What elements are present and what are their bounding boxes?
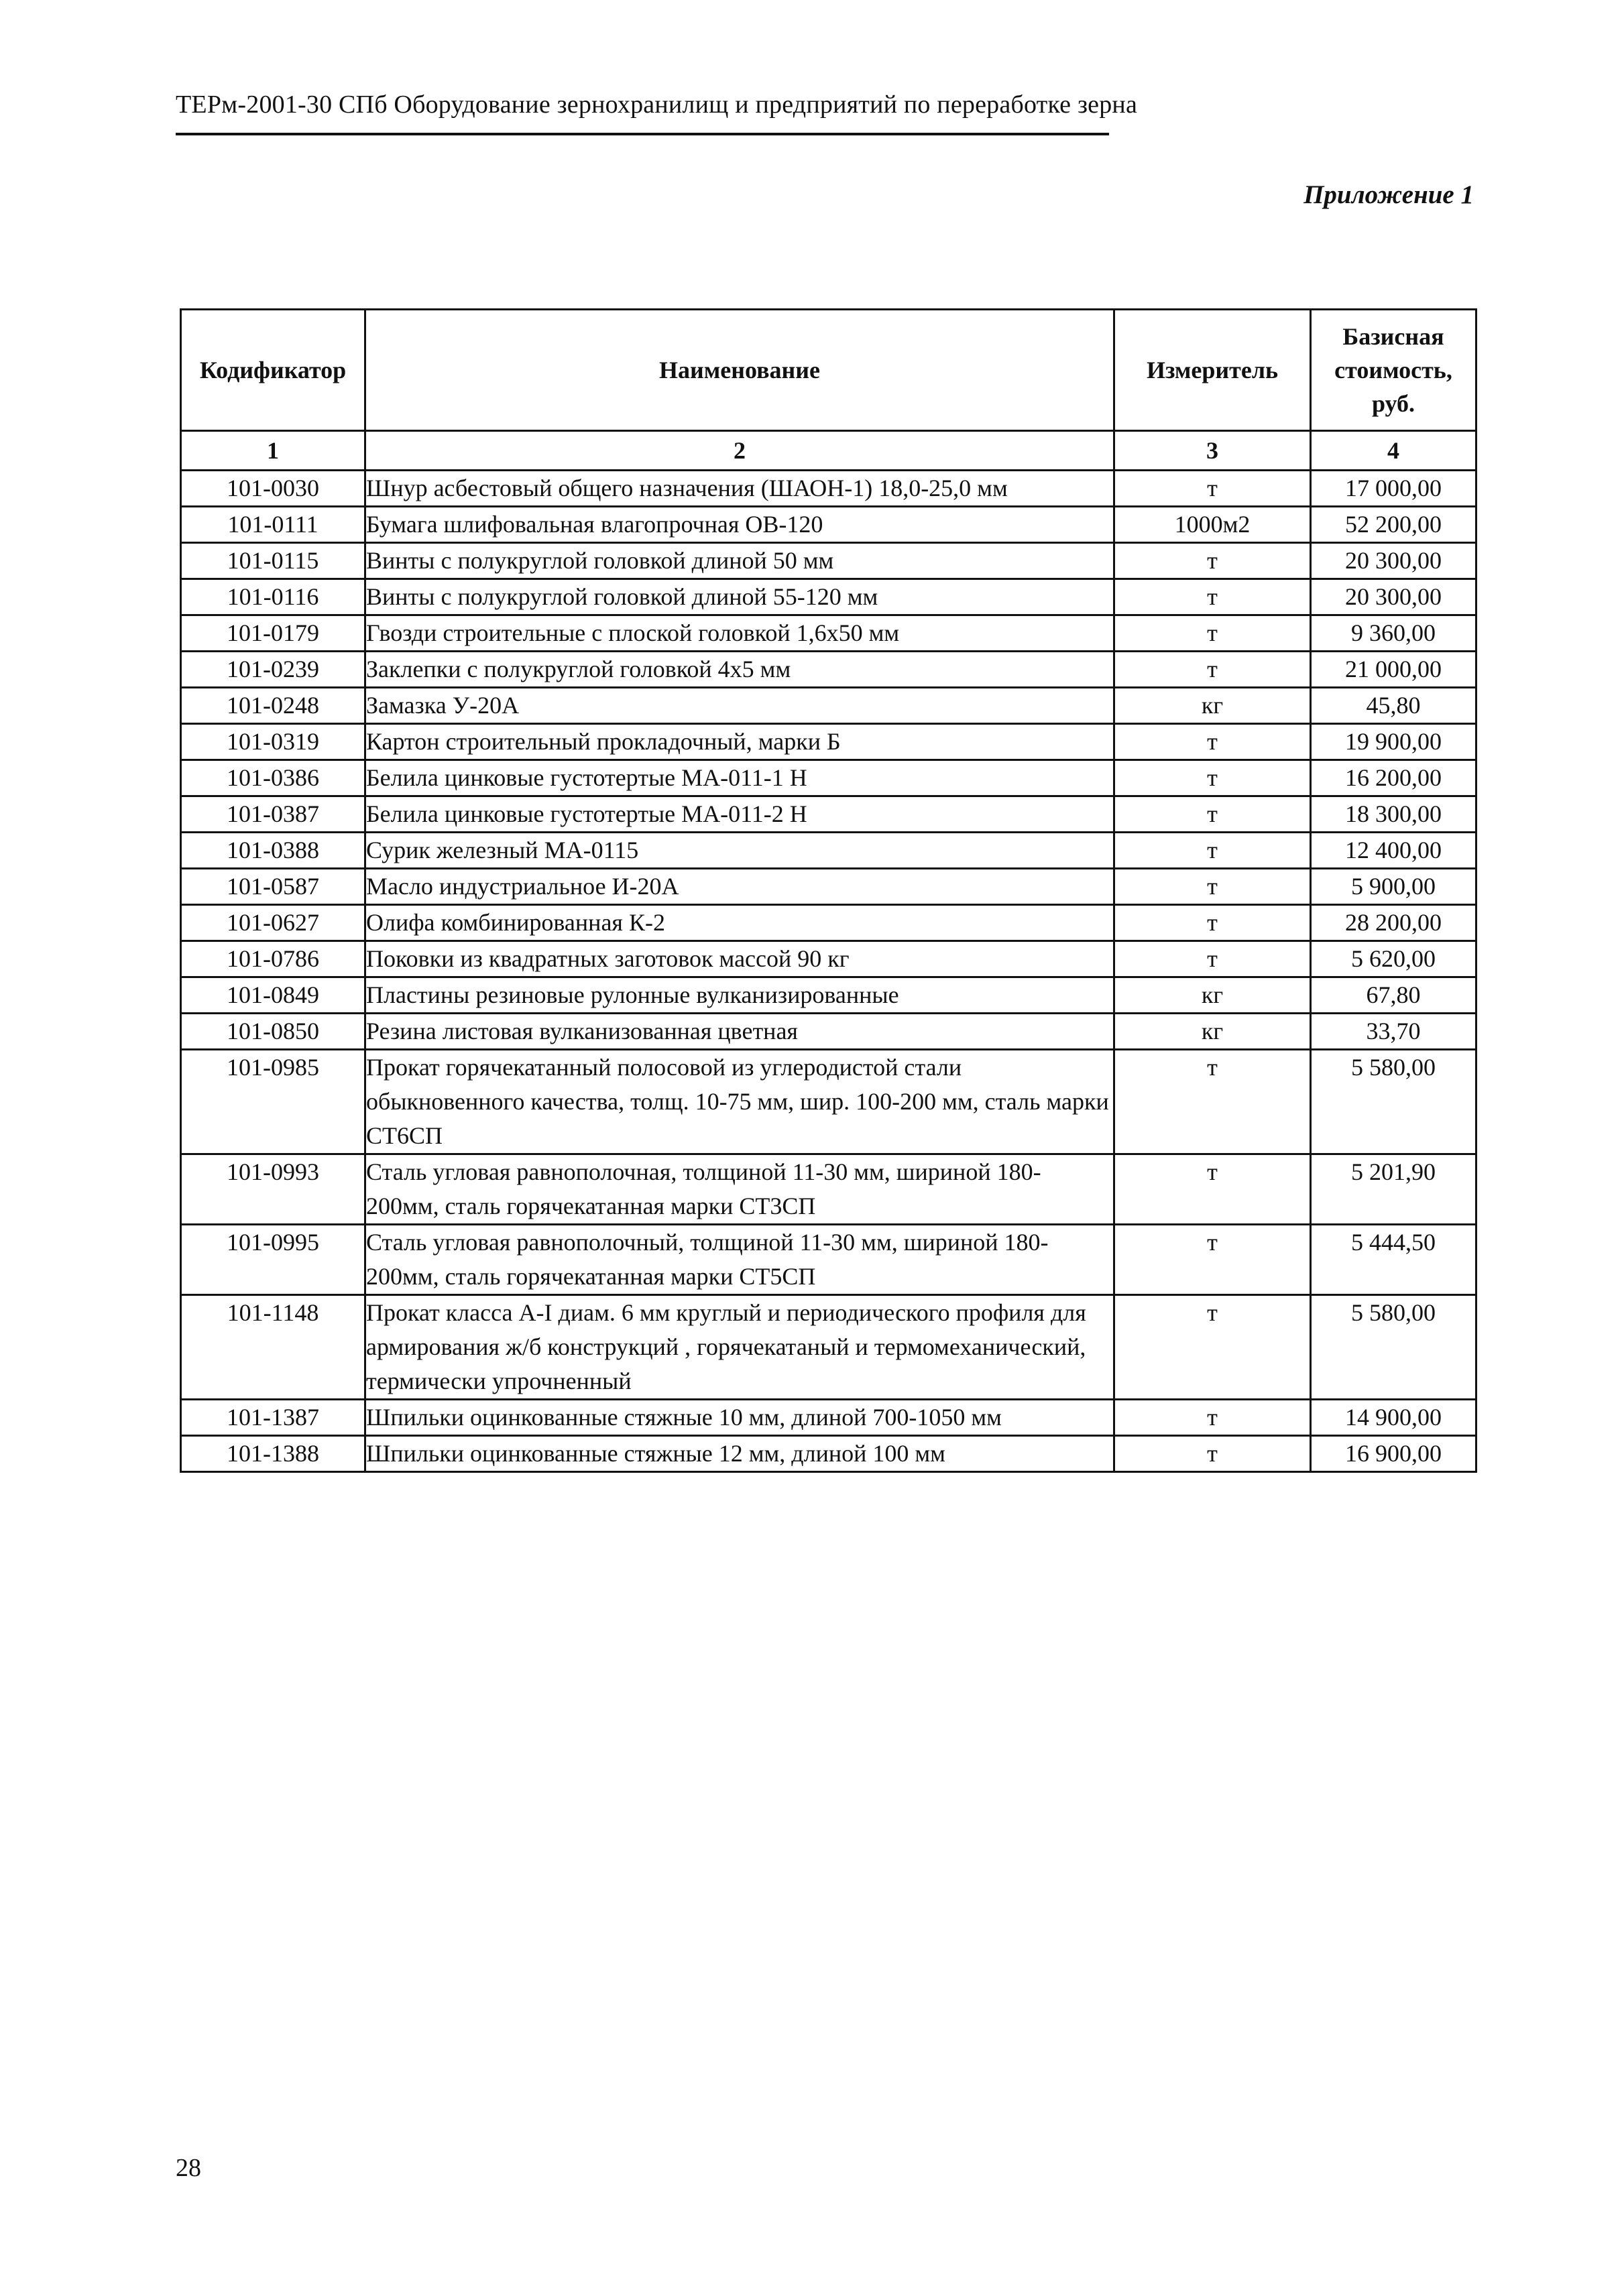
column-header-code: Кодификатор bbox=[181, 310, 365, 431]
material-code: 101-0179 bbox=[181, 615, 365, 652]
unit-of-measure: т bbox=[1114, 471, 1311, 507]
base-price: 67,80 bbox=[1311, 977, 1476, 1014]
unit-of-measure: т bbox=[1114, 760, 1311, 796]
table-row bbox=[181, 579, 1476, 615]
table-row bbox=[181, 760, 1476, 796]
base-price: 5 580,00 bbox=[1311, 1295, 1476, 1400]
material-code: 101-1388 bbox=[181, 1436, 365, 1472]
appendix-label: Приложение 1 bbox=[1303, 180, 1474, 209]
table-row bbox=[181, 796, 1476, 833]
material-code: 101-0030 bbox=[181, 471, 365, 507]
base-price: 20 300,00 bbox=[1311, 579, 1476, 615]
material-code: 101-0985 bbox=[181, 1050, 365, 1154]
table-row bbox=[181, 652, 1476, 688]
unit-of-measure: кг bbox=[1114, 977, 1311, 1014]
table-row bbox=[181, 471, 1476, 507]
table-row bbox=[181, 1154, 1476, 1225]
material-code: 101-1148 bbox=[181, 1295, 365, 1400]
material-name: Пластины резиновые рулонные вулканизированные bbox=[365, 977, 1114, 1014]
table-row bbox=[181, 1400, 1476, 1436]
column-number: 1 bbox=[181, 431, 365, 471]
table-row bbox=[181, 543, 1476, 579]
base-price: 20 300,00 bbox=[1311, 543, 1476, 579]
base-price: 5 201,90 bbox=[1311, 1154, 1476, 1225]
column-number: 3 bbox=[1114, 431, 1311, 471]
column-number: 4 bbox=[1311, 431, 1476, 471]
unit-of-measure: т bbox=[1114, 579, 1311, 615]
material-name: Олифа комбинированная К-2 bbox=[365, 905, 1114, 941]
base-price: 52 200,00 bbox=[1311, 507, 1476, 543]
material-code: 101-0111 bbox=[181, 507, 365, 543]
material-code: 101-0995 bbox=[181, 1225, 365, 1295]
material-name: Бумага шлифовальная влагопрочная ОВ-120 bbox=[365, 507, 1114, 543]
base-price: 45,80 bbox=[1311, 688, 1476, 724]
unit-of-measure: т bbox=[1114, 869, 1311, 905]
material-name: Поковки из квадратных заготовок массой 90 кг bbox=[365, 941, 1114, 977]
column-number: 2 bbox=[365, 431, 1114, 471]
unit-of-measure: т bbox=[1114, 1295, 1311, 1400]
material-code: 101-0319 bbox=[181, 724, 365, 760]
material-code: 101-0850 bbox=[181, 1014, 365, 1050]
material-name: Картон строительный прокладочный, марки Б bbox=[365, 724, 1114, 760]
base-price: 9 360,00 bbox=[1311, 615, 1476, 652]
document-header-title: ТЕРм-2001-30 СПб Оборудование зернохранилищ и предприятий по переработке зерна bbox=[176, 90, 1138, 119]
table-row bbox=[181, 977, 1476, 1014]
table-row bbox=[181, 1295, 1476, 1400]
material-code: 101-0786 bbox=[181, 941, 365, 977]
unit-of-measure: т bbox=[1114, 1225, 1311, 1295]
material-name: Белила цинковые густотертые МА-011-1 Н bbox=[365, 760, 1114, 796]
table-row bbox=[181, 1225, 1476, 1295]
table-header-row bbox=[181, 310, 1476, 431]
material-code: 101-0386 bbox=[181, 760, 365, 796]
base-price: 5 900,00 bbox=[1311, 869, 1476, 905]
material-name: Заклепки с полукруглой головкой 4х5 мм bbox=[365, 652, 1114, 688]
table-row bbox=[181, 1436, 1476, 1472]
material-name: Шпильки оцинкованные стяжные 12 мм, длиной 100 мм bbox=[365, 1436, 1114, 1472]
column-header-unit: Измеритель bbox=[1114, 310, 1311, 431]
unit-of-measure: т bbox=[1114, 1154, 1311, 1225]
table-row bbox=[181, 905, 1476, 941]
material-code: 101-0627 bbox=[181, 905, 365, 941]
material-name: Винты с полукруглой головкой длиной 50 мм bbox=[365, 543, 1114, 579]
base-price: 21 000,00 bbox=[1311, 652, 1476, 688]
unit-of-measure: 1000м2 bbox=[1114, 507, 1311, 543]
table-row bbox=[181, 615, 1476, 652]
base-price: 5 444,50 bbox=[1311, 1225, 1476, 1295]
unit-of-measure: т bbox=[1114, 543, 1311, 579]
unit-of-measure: т bbox=[1114, 724, 1311, 760]
base-price: 14 900,00 bbox=[1311, 1400, 1476, 1436]
table-row bbox=[181, 833, 1476, 869]
unit-of-measure: кг bbox=[1114, 1014, 1311, 1050]
material-code: 101-0849 bbox=[181, 977, 365, 1014]
base-price: 17 000,00 bbox=[1311, 471, 1476, 507]
material-name: Винты с полукруглой головкой длиной 55-120 мм bbox=[365, 579, 1114, 615]
base-price: 33,70 bbox=[1311, 1014, 1476, 1050]
material-name: Шнур асбестовый общего назначения (ШАОН-1) 18,0-25,0 мм bbox=[365, 471, 1114, 507]
table-row bbox=[181, 724, 1476, 760]
material-code: 101-0115 bbox=[181, 543, 365, 579]
material-name: Гвозди строительные с плоской головкой 1,6х50 мм bbox=[365, 615, 1114, 652]
column-header-name: Наименование bbox=[365, 310, 1114, 431]
material-name: Шпильки оцинкованные стяжные 10 мм, длиной 700-1050 мм bbox=[365, 1400, 1114, 1436]
material-name: Сурик железный МА-0115 bbox=[365, 833, 1114, 869]
unit-of-measure: т bbox=[1114, 1436, 1311, 1472]
material-name: Сталь угловая равнополочный, толщиной 11-30 мм, шириной 180-200мм, сталь горячекатанная марки СТ5СП bbox=[365, 1225, 1114, 1295]
material-name: Прокат горячекатанный полосовой из углеродистой стали обыкновенного качества, толщ. 10-75 мм, шир. 100-200 мм, сталь марки СТ6СП bbox=[365, 1050, 1114, 1154]
header-underline bbox=[176, 133, 1109, 135]
table-row bbox=[181, 869, 1476, 905]
material-code: 101-0587 bbox=[181, 869, 365, 905]
base-price: 16 900,00 bbox=[1311, 1436, 1476, 1472]
material-code: 101-0387 bbox=[181, 796, 365, 833]
unit-of-measure: т bbox=[1114, 941, 1311, 977]
unit-of-measure: т bbox=[1114, 1400, 1311, 1436]
price-table bbox=[180, 308, 1477, 1473]
table-row bbox=[181, 1014, 1476, 1050]
material-name: Масло индустриальное И-20А bbox=[365, 869, 1114, 905]
page-number: 28 bbox=[176, 2154, 201, 2182]
table-row bbox=[181, 941, 1476, 977]
base-price: 12 400,00 bbox=[1311, 833, 1476, 869]
material-code: 101-0388 bbox=[181, 833, 365, 869]
table-row bbox=[181, 1050, 1476, 1154]
table-row bbox=[181, 507, 1476, 543]
unit-of-measure: т bbox=[1114, 652, 1311, 688]
material-name: Прокат класса А-I диам. 6 мм круглый и периодического профиля для армирования ж/б конструкций , горячекатаный и термомеханический, термически упрочненный bbox=[365, 1295, 1114, 1400]
column-header-cost: Базисная стоимость, руб. bbox=[1311, 310, 1476, 431]
base-price: 18 300,00 bbox=[1311, 796, 1476, 833]
material-code: 101-1387 bbox=[181, 1400, 365, 1436]
unit-of-measure: т bbox=[1114, 1050, 1311, 1154]
unit-of-measure: кг bbox=[1114, 688, 1311, 724]
material-code: 101-0116 bbox=[181, 579, 365, 615]
table-row bbox=[181, 688, 1476, 724]
material-code: 101-0239 bbox=[181, 652, 365, 688]
column-number-row bbox=[181, 431, 1476, 471]
material-code: 101-0248 bbox=[181, 688, 365, 724]
unit-of-measure: т bbox=[1114, 615, 1311, 652]
base-price: 5 580,00 bbox=[1311, 1050, 1476, 1154]
material-name: Резина листовая вулканизованная цветная bbox=[365, 1014, 1114, 1050]
material-code: 101-0993 bbox=[181, 1154, 365, 1225]
unit-of-measure: т bbox=[1114, 833, 1311, 869]
material-name: Сталь угловая равнополочная, толщиной 11-30 мм, шириной 180-200мм, сталь горячекатанная марки СТ3СП bbox=[365, 1154, 1114, 1225]
material-name: Замазка У-20А bbox=[365, 688, 1114, 724]
material-name: Белила цинковые густотертые МА-011-2 Н bbox=[365, 796, 1114, 833]
base-price: 5 620,00 bbox=[1311, 941, 1476, 977]
base-price: 19 900,00 bbox=[1311, 724, 1476, 760]
base-price: 28 200,00 bbox=[1311, 905, 1476, 941]
unit-of-measure: т bbox=[1114, 796, 1311, 833]
base-price: 16 200,00 bbox=[1311, 760, 1476, 796]
table-body bbox=[181, 471, 1476, 1472]
unit-of-measure: т bbox=[1114, 905, 1311, 941]
